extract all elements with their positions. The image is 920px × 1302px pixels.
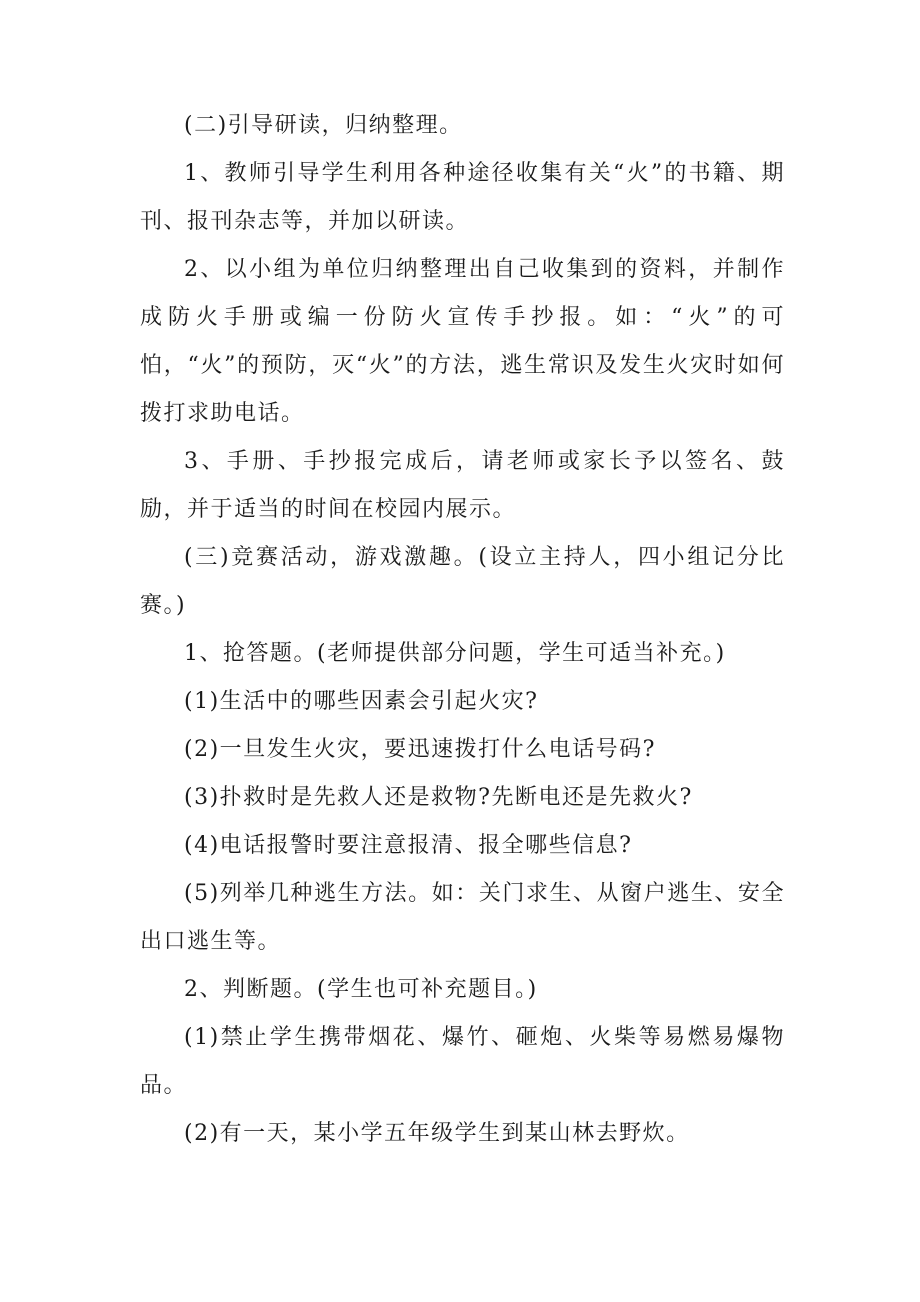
question-item: (1)生活中的哪些因素会引起火灾? bbox=[184, 689, 539, 714]
question-item: (2)一旦发生火灾，要迅速拨打什么电话号码? bbox=[184, 737, 656, 762]
question-item: (2)有一天，某小学五年级学生到某山林去野炊。 bbox=[184, 1121, 690, 1146]
question-item: (5)列举几种逃生方法。如：关门求生、从窗户逃生、安全出口逃生等。 bbox=[140, 881, 785, 954]
question-item: (3)扑救时是先救人还是救物?先断电还是先救火? bbox=[184, 785, 693, 810]
question-item: (4)电话报警时要注意报清、报全哪些信息? bbox=[184, 833, 633, 858]
question-item: (1)禁止学生携带烟花、爆竹、砸炮、火柴等易燃易爆物品。 bbox=[140, 1025, 785, 1098]
document-body bbox=[140, 102, 785, 1158]
paragraph: 1、教师引导学生利用各种途径收集有关“火”的书籍、期刊、报刊杂志等，并加以研读。 bbox=[140, 161, 785, 234]
paragraph: 1、抢答题。(老师提供部分问题，学生可适当补充。) bbox=[184, 641, 726, 666]
section-heading-3: (三)竞赛活动，游戏激趣。(设立主持人，四小组记分比赛。) bbox=[140, 545, 785, 618]
paragraph: 2、以小组为单位归纳整理出自己收集到的资料，并制作成防火手册或编一份防火宣传手抄报。如：“火”的可怕，“火”的预防，灭“火”的方法，逃生常识及发生火灾时如何拨打求助电话。 bbox=[140, 257, 785, 426]
paragraph: 3、手册、手抄报完成后，请老师或家长予以签名、鼓励，并于适当的时间在校园内展示。 bbox=[140, 449, 785, 522]
section-heading-2: (二)引导研读，归纳整理。 bbox=[184, 113, 463, 138]
paragraph: 2、判断题。(学生也可补充题目。) bbox=[184, 977, 538, 1002]
